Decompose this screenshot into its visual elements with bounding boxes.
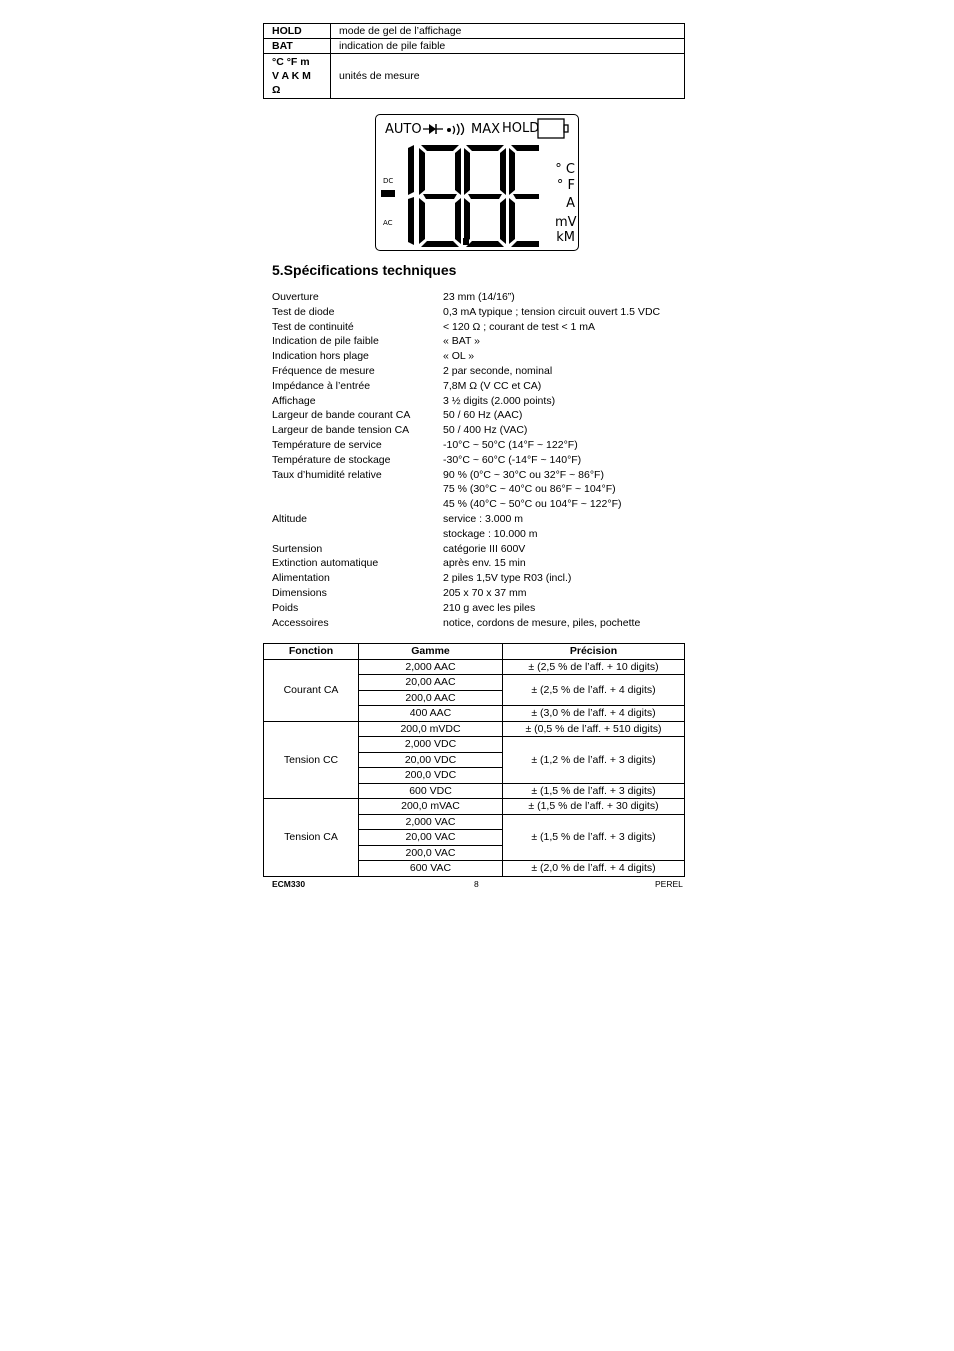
lcd-unit: ° C: [555, 162, 575, 177]
table-row: [264, 721, 685, 737]
precision-cell: ± (1,5 % de l’aff. + 3 digits): [503, 783, 685, 799]
spec-value: 0,3 mA typique ; tension circuit ouvert 1.5 VDC: [443, 305, 661, 318]
range-cell: 200,0 VDC: [359, 768, 503, 784]
spec-value: catégorie III 600V: [443, 542, 526, 555]
spec-value: après env. 15 min: [443, 557, 526, 570]
section-title: 5.Spécifications techniques: [272, 262, 457, 278]
spec-value: 2 piles 1,5V type R03 (incl.): [443, 572, 572, 585]
range-cell: 20,00 AAC: [359, 675, 503, 691]
spec-label: Indication hors plage: [272, 350, 369, 363]
table-row: [264, 799, 685, 815]
spec-label: Largeur de bande tension CA: [272, 424, 410, 437]
precision-cell: ± (2,0 % de l’aff. + 4 digits): [503, 861, 685, 877]
spec-label: Indication de pile faible: [272, 335, 379, 348]
range-cell: 2,000 AAC: [359, 659, 503, 675]
spec-label: Dimensions: [272, 587, 327, 599]
spec-value: 3 ½ digits (2.000 points): [443, 394, 556, 407]
spec-value: « BAT »: [443, 335, 480, 348]
range-cell: 600 VDC: [359, 783, 503, 799]
lcd-ac: AC: [383, 219, 393, 227]
range-cell: 400 AAC: [359, 706, 503, 722]
lcd-unit: ° F: [556, 178, 575, 193]
spec-value: 75 % (30°C ~ 40°C ou 86°F ~ 104°F): [443, 483, 616, 496]
function-cell: Tension CA: [264, 799, 359, 877]
column-header: Gamme: [359, 644, 503, 660]
spec-value: 50 / 60 Hz (AAC): [443, 409, 523, 422]
spec-value: 45 % (40°C ~ 50°C ou 104°F ~ 122°F): [443, 498, 622, 511]
precision-cell: ± (1,5 % de l’aff. + 3 digits): [503, 814, 685, 861]
legend-key: HOLD: [264, 24, 331, 39]
legend-key: [264, 54, 331, 99]
legend-desc: unités de mesure: [331, 54, 685, 99]
lcd-max: MAX: [471, 122, 501, 137]
legend-key-line: V A K M: [272, 70, 311, 82]
range-cell: 200,0 mVAC: [359, 799, 503, 815]
spec-label: Extinction automatique: [272, 557, 379, 570]
precision-cell: ± (0,5 % de l’aff. + 510 digits): [503, 721, 685, 737]
precision-table: [263, 643, 685, 877]
function-cell: Tension CC: [264, 721, 359, 799]
spec-label: Alimentation: [272, 572, 330, 585]
lcd-unit: mV: [555, 215, 577, 230]
range-cell: 20,00 VDC: [359, 752, 503, 768]
precision-cell: ± (2,5 % de l’aff. + 4 digits): [503, 675, 685, 706]
legend-desc: indication de pile faible: [331, 39, 685, 54]
lcd-dc: DC: [383, 177, 394, 185]
range-cell: 200,0 AAC: [359, 690, 503, 706]
footer-page-number: 8: [474, 879, 479, 889]
precision-cell: ± (2,5 % de l’aff. + 10 digits): [503, 659, 685, 675]
range-cell: 20,00 VAC: [359, 830, 503, 846]
range-cell: 600 VAC: [359, 861, 503, 877]
column-header: Fonction: [264, 644, 359, 660]
spec-label: Impédance à l’entrée: [272, 379, 371, 392]
battery-icon: [537, 118, 571, 143]
precision-cell: ± (1,5 % de l’aff. + 30 digits): [503, 799, 685, 815]
legend-key: BAT: [264, 39, 331, 54]
spec-value: -30°C ~ 60°C (-14°F ~ 140°F): [443, 453, 582, 466]
continuity-beep-icon: [446, 123, 466, 138]
legend-key-line: Ω: [272, 84, 281, 96]
spec-value: 205 x 70 x 37 mm: [443, 587, 527, 599]
spec-label: Largeur de bande courant CA: [272, 409, 411, 422]
spec-label: Poids: [272, 601, 299, 614]
spec-value: « OL »: [443, 350, 475, 363]
spec-label: Affichage: [272, 394, 316, 407]
legend-table: [263, 23, 685, 99]
spec-value: notice, cordons de mesure, piles, pochette: [443, 616, 641, 629]
range-cell: 200,0 mVDC: [359, 721, 503, 737]
lcd-hold: HOLD: [502, 121, 540, 136]
spec-value: 7,8M Ω (V CC et CA): [443, 379, 542, 392]
lcd-display: [375, 114, 579, 251]
column-header: Précision: [503, 644, 685, 660]
spec-label: Accessoires: [272, 616, 329, 629]
lcd-unit: A: [566, 196, 575, 211]
spec-value: 23 mm (14/16”): [443, 291, 515, 303]
spec-value: < 120 Ω ; courant de test < 1 mA: [443, 320, 596, 333]
table-row: [264, 54, 685, 99]
table-row: [264, 39, 685, 54]
spec-value: service : 3.000 m: [443, 513, 523, 525]
spec-label: Ouverture: [272, 291, 319, 303]
precision-table-body: [264, 659, 685, 876]
spec-label: Température de service: [272, 439, 382, 451]
lcd-units: [555, 162, 575, 245]
legend-key-line: °C °F m: [272, 56, 310, 68]
diode-icon: [423, 123, 443, 138]
precision-cell: ± (3,0 % de l’aff. + 4 digits): [503, 706, 685, 722]
range-cell: 2,000 VDC: [359, 737, 503, 753]
precision-cell: ± (1,2 % de l’aff. + 3 digits): [503, 737, 685, 784]
spec-value: -10°C ~ 50°C (14°F ~ 122°F): [443, 439, 578, 451]
legend-desc: mode de gel de l’affichage: [331, 24, 685, 39]
spec-label: Fréquence de mesure: [272, 365, 375, 377]
range-cell: 2,000 VAC: [359, 814, 503, 830]
spec-value: 50 / 400 Hz (VAC): [443, 424, 528, 437]
table-row: [264, 24, 685, 39]
lcd-unit: kM: [556, 230, 575, 245]
function-cell: Courant CA: [264, 659, 359, 721]
spec-value: 2 par seconde, nominal: [443, 365, 553, 377]
footer-model: ECM330: [272, 879, 306, 889]
spec-label: Surtension: [272, 542, 323, 555]
spec-label: Test de continuité: [272, 320, 354, 333]
footer-brand: PEREL: [655, 879, 683, 889]
range-cell: 200,0 VAC: [359, 845, 503, 861]
spec-label: Taux d’humidité relative: [272, 468, 382, 481]
lcd-digits-graphic: [379, 145, 539, 247]
spec-label: Température de stockage: [272, 453, 391, 466]
table-row: [264, 659, 685, 675]
spec-value: 210 g avec les piles: [443, 601, 536, 614]
spec-label: Test de diode: [272, 305, 335, 318]
spec-label: Altitude: [272, 513, 308, 525]
table-header-row: [264, 644, 685, 660]
lcd-auto: AUTO: [385, 122, 422, 137]
spec-value: 90 % (0°C ~ 30°C ou 32°F ~ 86°F): [443, 468, 604, 481]
spec-value: stockage : 10.000 m: [443, 527, 538, 540]
